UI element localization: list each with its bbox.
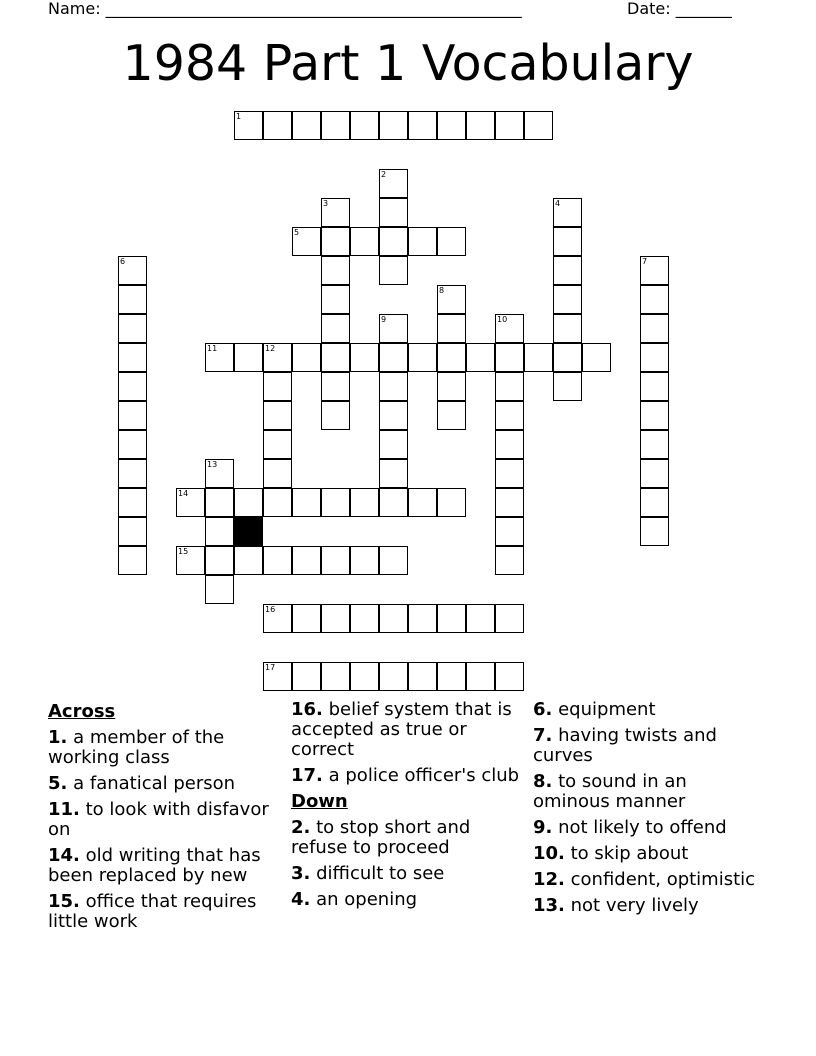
crossword-cell[interactable] (321, 488, 350, 517)
crossword-cell[interactable] (495, 401, 524, 430)
clue-down-10 (533, 844, 765, 864)
crossword-cell[interactable] (408, 662, 437, 691)
cell-number: 16 (265, 605, 276, 614)
crossword-cell[interactable] (292, 227, 321, 256)
cell-number: 5 (294, 228, 300, 237)
cell-number: 7 (642, 257, 648, 266)
clue-down-12 (533, 870, 765, 890)
clue-across-16 (291, 700, 523, 760)
clue-across-5 (48, 774, 280, 794)
cell-number: 2 (381, 170, 387, 179)
down-heading: Down (291, 791, 348, 812)
cell-number: 13 (207, 460, 218, 469)
clue-text: to skip about (570, 843, 689, 864)
crossword-cell[interactable] (118, 314, 147, 343)
crossword-cell[interactable] (292, 662, 321, 691)
crossword-cell[interactable] (553, 285, 582, 314)
crossword-cell[interactable] (379, 198, 408, 227)
clue-down-13 (533, 896, 765, 916)
crossword-cell[interactable] (553, 343, 582, 372)
crossword-cell[interactable] (321, 227, 350, 256)
crossword-cell[interactable] (118, 401, 147, 430)
crossword-cell[interactable] (350, 488, 379, 517)
crossword-cell[interactable] (437, 227, 466, 256)
crossword-cell[interactable] (408, 488, 437, 517)
clue-across-17 (291, 766, 523, 786)
crossword-cell[interactable] (495, 430, 524, 459)
clue-across-15 (48, 892, 280, 932)
crossword-cell[interactable] (466, 662, 495, 691)
crossword-cell[interactable] (321, 604, 350, 633)
clue-across-1 (48, 728, 280, 768)
crossword-cell[interactable] (640, 430, 669, 459)
clue-text: a fanatical person (73, 773, 236, 794)
crossword-cell[interactable] (495, 111, 524, 140)
clue-text: office that requires little work (48, 891, 257, 932)
crossword-cell[interactable] (379, 604, 408, 633)
crossword-cell[interactable] (379, 169, 408, 198)
clue-number: 2. (291, 817, 311, 838)
crossword-cell[interactable] (263, 430, 292, 459)
clue-text: to stop short and refuse to proceed (291, 817, 471, 858)
crossword-cell[interactable] (640, 372, 669, 401)
crossword-cell[interactable] (176, 546, 205, 575)
crossword-cell[interactable] (292, 488, 321, 517)
crossword-cell[interactable] (321, 343, 350, 372)
crossword-cell[interactable] (437, 372, 466, 401)
crossword-cell[interactable] (292, 343, 321, 372)
clue-text: equipment (558, 699, 656, 720)
crossword-cell[interactable] (350, 604, 379, 633)
crossword-cell[interactable] (118, 459, 147, 488)
crossword-black-cell (234, 517, 263, 546)
crossword-cell[interactable] (321, 198, 350, 227)
cell-number: 14 (178, 489, 189, 498)
clue-text: having twists and curves (533, 725, 717, 766)
across-heading: Across (48, 701, 116, 722)
crossword-cell[interactable] (437, 488, 466, 517)
crossword-cell[interactable] (118, 430, 147, 459)
clue-down-3 (291, 864, 523, 884)
clue-down-2 (291, 818, 523, 858)
crossword-cell[interactable] (408, 227, 437, 256)
crossword-cell[interactable] (118, 256, 147, 285)
crossword-cell[interactable] (379, 546, 408, 575)
crossword-cell[interactable] (495, 314, 524, 343)
clue-text: not very lively (570, 895, 699, 916)
crossword-cell[interactable] (640, 256, 669, 285)
crossword-cell[interactable] (263, 459, 292, 488)
crossword-cell[interactable] (553, 314, 582, 343)
clue-text: confident, optimistic (570, 869, 756, 890)
crossword-cell[interactable] (263, 488, 292, 517)
crossword-cell[interactable] (205, 575, 234, 604)
cell-number: 8 (439, 286, 445, 295)
crossword-cell[interactable] (263, 111, 292, 140)
crossword-cell[interactable] (321, 372, 350, 401)
clues-column-1 (48, 700, 280, 938)
crossword-cell[interactable] (263, 343, 292, 372)
clues-column-3 (533, 700, 765, 922)
crossword-cell[interactable] (524, 111, 553, 140)
crossword-cell[interactable] (321, 285, 350, 314)
crossword-cell[interactable] (176, 488, 205, 517)
crossword-cell[interactable] (350, 662, 379, 691)
crossword-cell[interactable] (437, 314, 466, 343)
crossword-cell[interactable] (321, 662, 350, 691)
crossword-cell[interactable] (437, 662, 466, 691)
crossword-cell[interactable] (553, 227, 582, 256)
crossword-cell[interactable] (495, 604, 524, 633)
clue-down-7 (533, 726, 765, 766)
crossword-cell[interactable] (379, 227, 408, 256)
name-field[interactable]: Name: ____________________________________________________ (48, 0, 522, 18)
crossword-cell[interactable] (205, 343, 234, 372)
crossword-cell[interactable] (553, 256, 582, 285)
clue-number: 1. (48, 727, 68, 748)
clue-down-4 (291, 890, 523, 910)
crossword-cell[interactable] (118, 343, 147, 372)
crossword-cell[interactable] (466, 343, 495, 372)
crossword-cell[interactable] (263, 604, 292, 633)
crossword-cell[interactable] (350, 343, 379, 372)
clue-across-11 (48, 800, 280, 840)
crossword-cell[interactable] (524, 343, 553, 372)
crossword-cell[interactable] (379, 401, 408, 430)
crossword-cell[interactable] (234, 343, 263, 372)
clue-number: 17. (291, 765, 323, 786)
clue-number: 5. (48, 773, 68, 794)
crossword-cell[interactable] (640, 401, 669, 430)
crossword-cell[interactable] (234, 111, 263, 140)
clue-number: 4. (291, 889, 311, 910)
crossword-cell[interactable] (495, 459, 524, 488)
crossword-cell[interactable] (379, 314, 408, 343)
crossword-cell[interactable] (263, 546, 292, 575)
clue-number: 15. (48, 891, 80, 912)
clue-text: an opening (316, 889, 418, 910)
crossword-cell[interactable] (495, 546, 524, 575)
crossword-cell[interactable] (553, 198, 582, 227)
crossword-cell[interactable] (379, 662, 408, 691)
crossword-cell[interactable] (466, 604, 495, 633)
clue-number: 3. (291, 863, 311, 884)
crossword-cell[interactable] (234, 546, 263, 575)
clue-down-6 (533, 700, 765, 720)
clue-down-8 (533, 772, 765, 812)
clue-number: 6. (533, 699, 553, 720)
crossword-cell[interactable] (292, 604, 321, 633)
crossword-cell[interactable] (408, 343, 437, 372)
crossword-cell[interactable] (640, 488, 669, 517)
crossword-cell[interactable] (640, 285, 669, 314)
cell-number: 6 (120, 257, 126, 266)
cell-number: 3 (323, 199, 329, 208)
cell-number: 17 (265, 663, 276, 672)
crossword-cell[interactable] (321, 401, 350, 430)
crossword-cell[interactable] (350, 227, 379, 256)
crossword-cell[interactable] (495, 372, 524, 401)
cell-number: 12 (265, 344, 276, 353)
crossword-cell[interactable] (205, 459, 234, 488)
crossword-cell[interactable] (408, 604, 437, 633)
clue-number: 7. (533, 725, 553, 746)
crossword-cell[interactable] (263, 662, 292, 691)
clue-number: 8. (533, 771, 553, 792)
clue-down-9 (533, 818, 765, 838)
clue-number: 10. (533, 843, 565, 864)
crossword-cell[interactable] (379, 343, 408, 372)
crossword-cell[interactable] (408, 111, 437, 140)
crossword-cell[interactable] (350, 546, 379, 575)
clue-text: to look with disfavor on (48, 799, 269, 840)
clue-across-14 (48, 846, 280, 886)
clue-text: a police officer's club (328, 765, 520, 786)
crossword-cell[interactable] (118, 488, 147, 517)
clue-number: 16. (291, 699, 323, 720)
crossword-cell[interactable] (321, 546, 350, 575)
clue-number: 13. (533, 895, 565, 916)
crossword-cell[interactable] (350, 111, 379, 140)
crossword-cell[interactable] (379, 488, 408, 517)
clue-text: not likely to offend (558, 817, 727, 838)
cell-number: 1 (236, 112, 242, 121)
crossword-cell[interactable] (379, 256, 408, 285)
clue-text: old writing that has been replaced by new (48, 845, 261, 886)
cell-number: 10 (497, 315, 508, 324)
crossword-cell[interactable] (118, 517, 147, 546)
crossword-cell[interactable] (437, 111, 466, 140)
crossword-cell[interactable] (437, 343, 466, 372)
crossword-cell[interactable] (292, 111, 321, 140)
crossword-cell[interactable] (263, 401, 292, 430)
clue-number: 14. (48, 845, 80, 866)
crossword-cell[interactable] (118, 546, 147, 575)
crossword-cell[interactable] (640, 314, 669, 343)
crossword-cell[interactable] (437, 401, 466, 430)
crossword-cell[interactable] (263, 372, 292, 401)
crossword-cell[interactable] (205, 488, 234, 517)
crossword-cell[interactable] (495, 662, 524, 691)
crossword-cell[interactable] (553, 372, 582, 401)
cell-number: 4 (555, 199, 561, 208)
clues-column-2 (291, 700, 523, 916)
clue-text: to sound in an ominous manner (533, 771, 687, 812)
clue-number: 12. (533, 869, 565, 890)
crossword-cell[interactable] (379, 372, 408, 401)
crossword-cell[interactable] (118, 285, 147, 314)
clue-number: 11. (48, 799, 80, 820)
crossword-cell[interactable] (379, 430, 408, 459)
cell-number: 11 (207, 344, 218, 353)
crossword-cell[interactable] (640, 459, 669, 488)
page-title: 1984 Part 1 Vocabulary (122, 35, 694, 92)
clue-text: belief system that is accepted as true or correct (291, 699, 512, 760)
crossword-cell[interactable] (234, 488, 263, 517)
crossword-cell[interactable] (379, 459, 408, 488)
crossword-cell[interactable] (379, 111, 408, 140)
cell-number: 9 (381, 315, 387, 324)
clue-number: 9. (533, 817, 553, 838)
crossword-cell[interactable] (437, 604, 466, 633)
crossword-cell[interactable] (495, 517, 524, 546)
cell-number: 15 (178, 547, 189, 556)
crossword-cell[interactable] (292, 546, 321, 575)
crossword-cell[interactable] (205, 546, 234, 575)
crossword-cell[interactable] (640, 343, 669, 372)
crossword-cell[interactable] (437, 285, 466, 314)
crossword-cell[interactable] (640, 517, 669, 546)
crossword-cell[interactable] (466, 111, 495, 140)
crossword-cell[interactable] (321, 314, 350, 343)
crossword-cell[interactable] (321, 111, 350, 140)
clue-text: difficult to see (316, 863, 445, 884)
date-field[interactable]: Date: _______ (627, 0, 732, 18)
crossword-cell[interactable] (205, 517, 234, 546)
crossword-cell[interactable] (495, 343, 524, 372)
crossword-cell[interactable] (495, 488, 524, 517)
crossword-cell[interactable] (321, 256, 350, 285)
clue-text: a member of the working class (48, 727, 225, 768)
crossword-cell[interactable] (118, 372, 147, 401)
crossword-cell[interactable] (582, 343, 611, 372)
